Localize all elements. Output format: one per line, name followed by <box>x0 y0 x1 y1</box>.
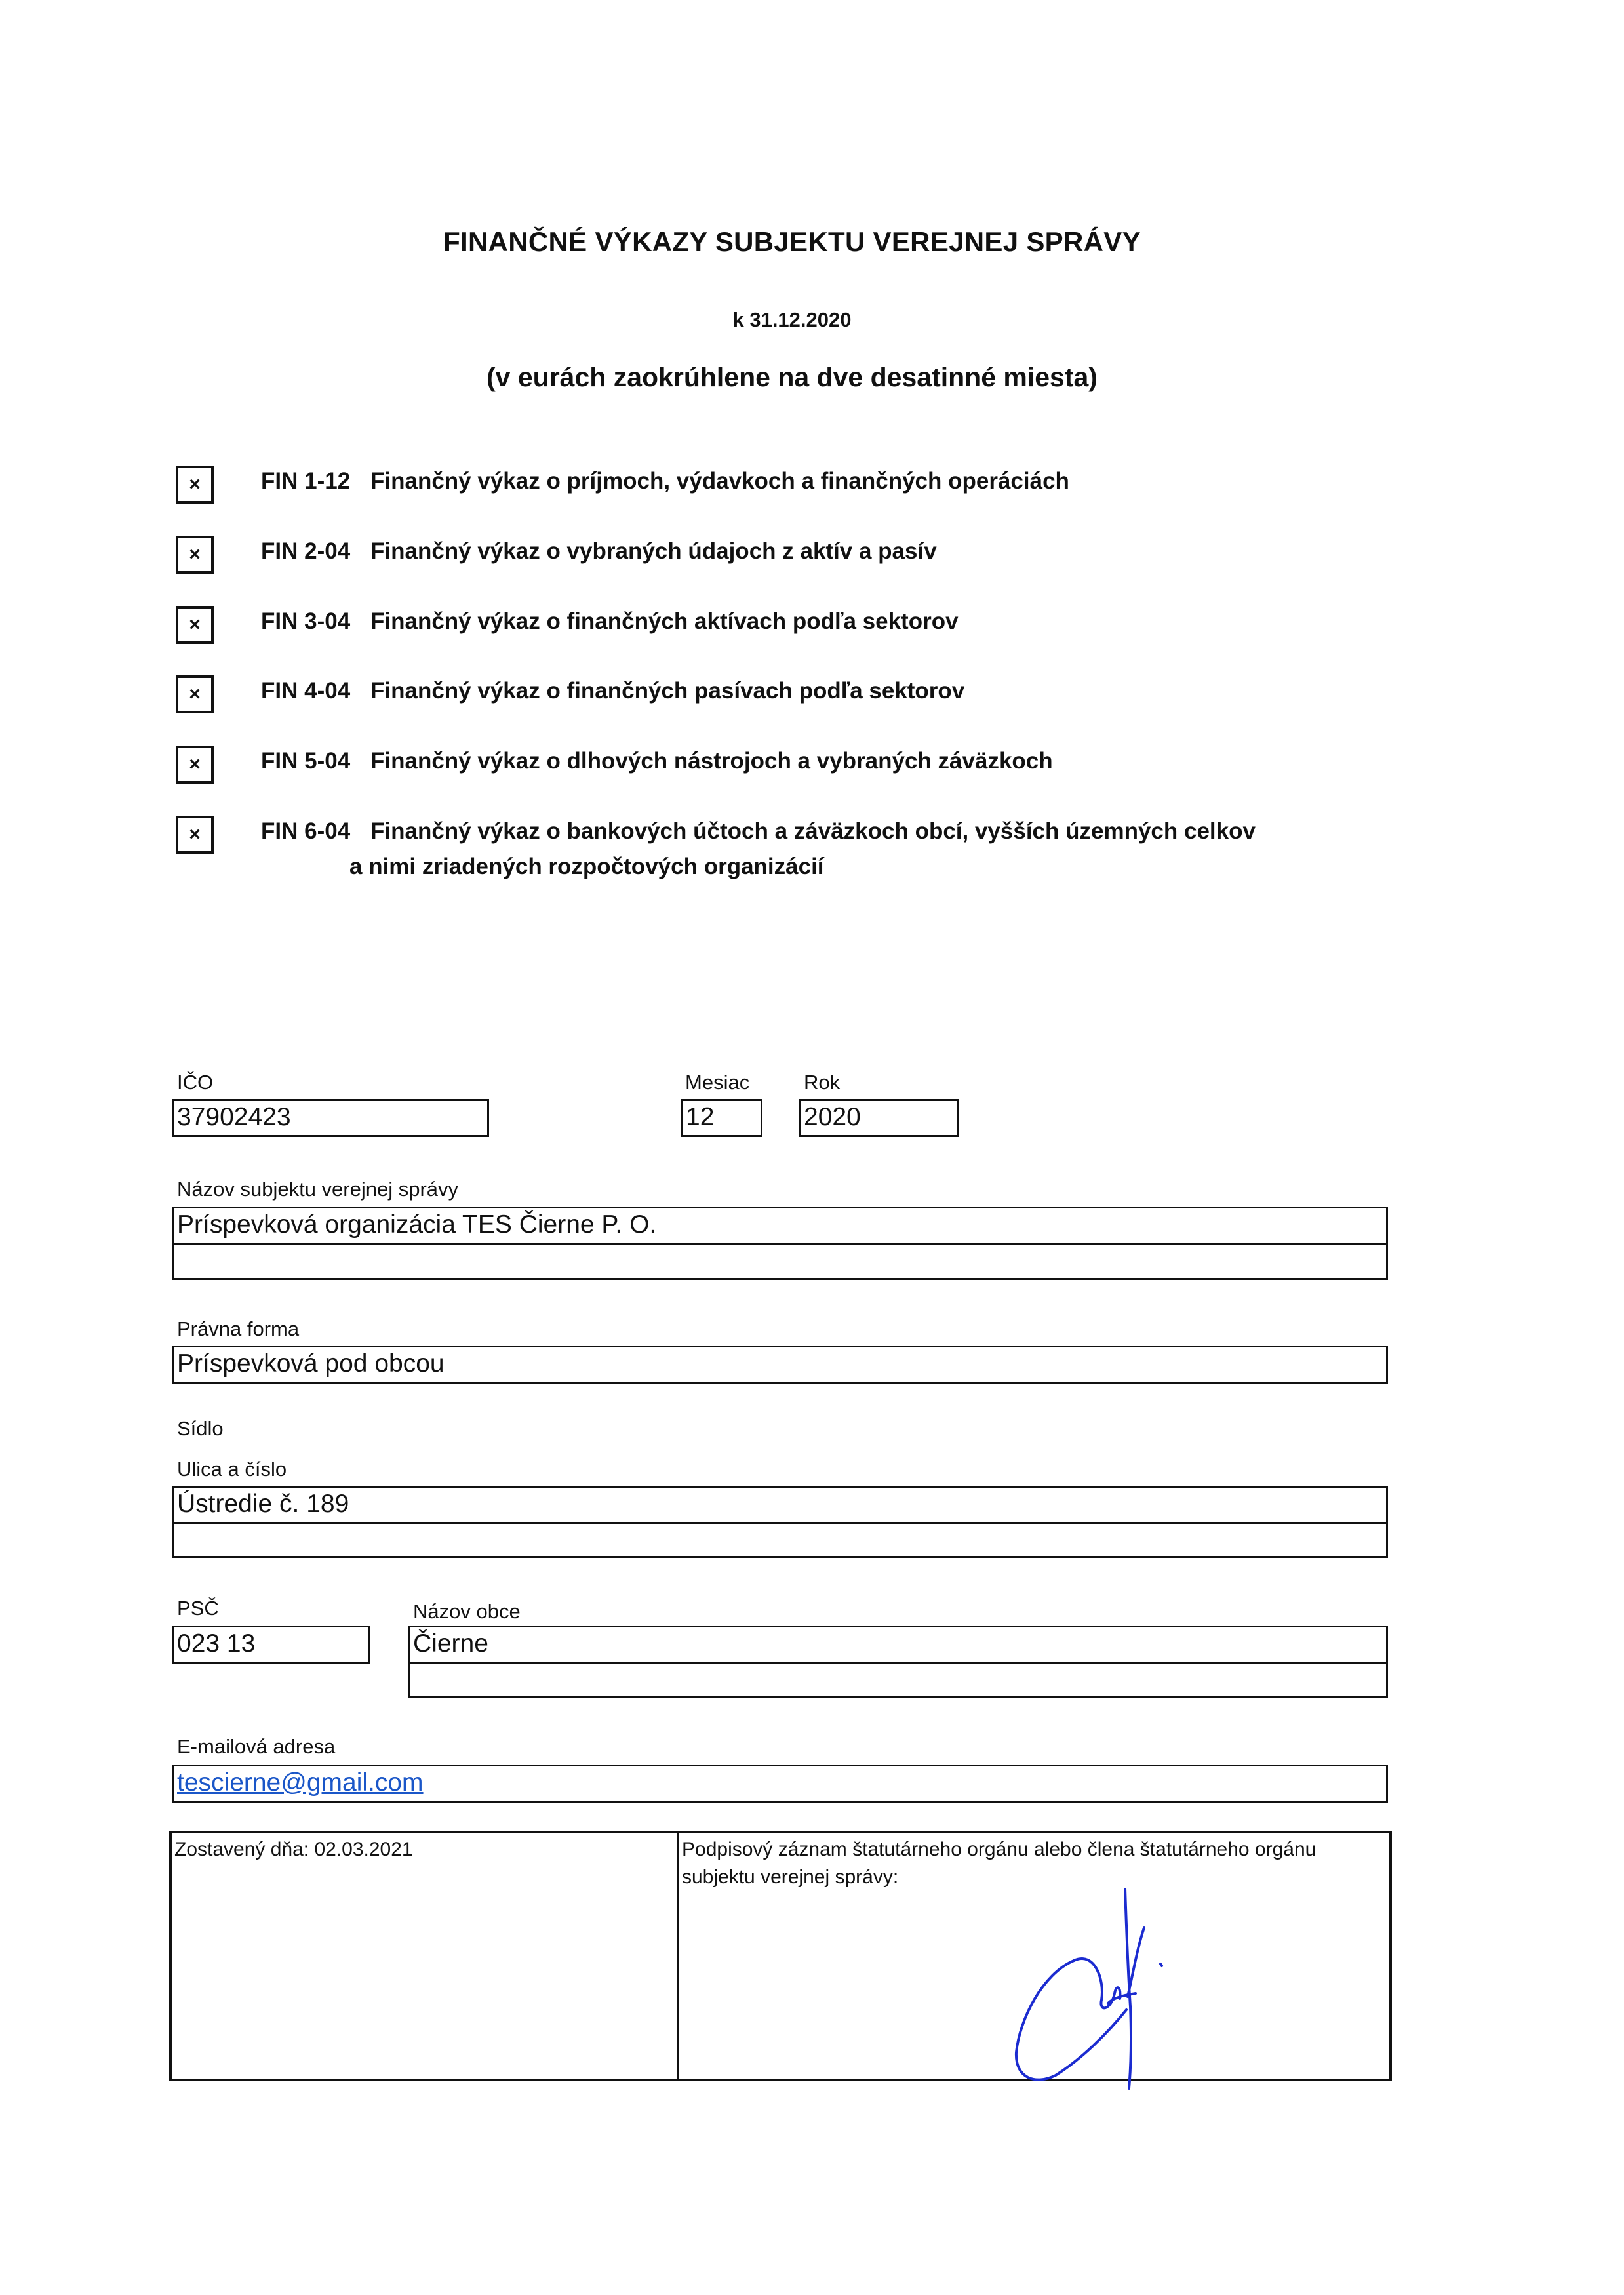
municipality-label: Názov obce <box>413 1600 521 1623</box>
report-description: Finančný výkaz o vybraných údajoch z aktív a pasív <box>370 538 937 564</box>
zip-value: 023 13 <box>177 1629 256 1658</box>
month-value: 12 <box>686 1103 715 1131</box>
report-code: FIN 3-04 <box>261 609 351 634</box>
municipality-value: Čierne <box>413 1629 488 1658</box>
report-code: FIN 2-04 <box>261 538 351 564</box>
legal-form-field[interactable] <box>172 1346 1388 1384</box>
entity-name-label: Názov subjektu verejnej správy <box>177 1178 459 1201</box>
signature-table <box>169 1831 1392 2081</box>
report-description: Finančný výkaz o dlhových nástrojoch a vybraných záväzkoch <box>370 748 1053 774</box>
ico-value: 37902423 <box>177 1103 291 1131</box>
email-label: E-mailová adresa <box>177 1735 336 1758</box>
entity-name-value: Príspevková organizácia TES Čierne P. O. <box>177 1210 657 1239</box>
zip-label: PSČ <box>177 1597 219 1620</box>
handwritten-signature <box>997 1888 1187 2092</box>
year-field[interactable] <box>799 1099 959 1137</box>
street-value: Ústredie č. 189 <box>177 1490 349 1518</box>
report-checkbox[interactable]: × <box>176 606 214 644</box>
report-checkbox[interactable]: × <box>176 816 214 854</box>
zip-field[interactable] <box>172 1626 370 1664</box>
report-code: FIN 6-04 <box>261 818 351 844</box>
units-note: (v eurách zaokrúhlene na dve desatinné miesta) <box>486 362 1098 392</box>
report-date: k 31.12.2020 <box>732 308 852 331</box>
signature-caption-line2: subjektu verejnej správy: <box>682 1866 899 1888</box>
report-description: Finančný výkaz o finančných pasívach podľa sektorov <box>370 678 965 704</box>
municipality-field[interactable] <box>408 1626 1388 1698</box>
compiled-date: Zostavený dňa: 02.03.2021 <box>174 1839 413 1860</box>
email-field[interactable] <box>172 1765 1388 1803</box>
report-description: Finančný výkaz o finančných aktívach podľa sektorov <box>370 609 959 634</box>
year-value: 2020 <box>804 1103 861 1131</box>
entity-name-field[interactable] <box>172 1207 1388 1280</box>
month-field[interactable] <box>681 1099 762 1137</box>
report-code: FIN 5-04 <box>261 748 351 774</box>
signature-caption-line1: Podpisový záznam štatutárneho orgánu alebo člena štatutárneho orgánu <box>682 1839 1317 1860</box>
legal-form-value: Príspevková pod obcou <box>177 1349 445 1378</box>
report-checkbox[interactable]: × <box>176 746 214 784</box>
ico-field[interactable] <box>172 1099 489 1137</box>
report-checkbox[interactable]: × <box>176 466 214 504</box>
year-label: Rok <box>804 1071 841 1094</box>
legal-form-label: Právna forma <box>177 1317 300 1340</box>
seat-label: Sídlo <box>177 1417 224 1440</box>
report-code: FIN 1-12 <box>261 468 351 494</box>
ico-label: IČO <box>177 1071 214 1094</box>
report-checkbox[interactable]: × <box>176 675 214 713</box>
signature-caption <box>682 1836 1390 1891</box>
email-link[interactable]: tescierne@gmail.com <box>177 1768 424 1797</box>
report-checkbox[interactable]: × <box>176 536 214 574</box>
street-field[interactable] <box>172 1486 1388 1558</box>
report-description: Finančný výkaz o bankových účtoch a záväzkoch obcí, vyšších územných celkov <box>370 818 1256 844</box>
signature-divider <box>677 1833 679 2079</box>
report-description: Finančný výkaz o príjmoch, výdavkoch a finančných operáciách <box>370 468 1069 494</box>
report-description-continued: a nimi zriadených rozpočtových organizácií <box>349 854 824 879</box>
document-title: FINANČNÉ VÝKAZY SUBJEKTU VEREJNEJ SPRÁVY <box>443 226 1141 257</box>
street-label: Ulica a číslo <box>177 1458 287 1481</box>
report-code: FIN 4-04 <box>261 678 351 704</box>
month-label: Mesiac <box>685 1071 750 1094</box>
